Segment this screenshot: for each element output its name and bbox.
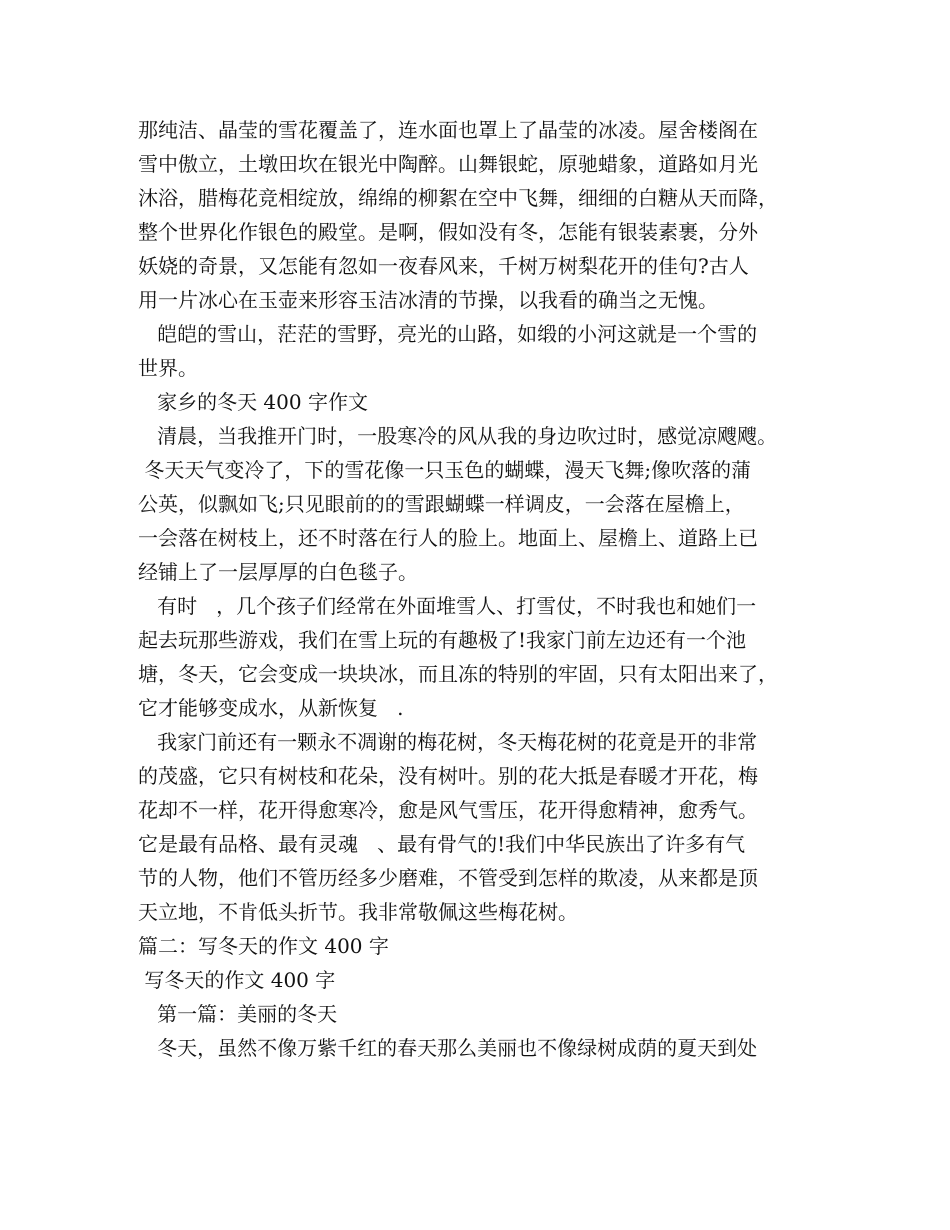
text-line: 我家门前还有一颗永不凋谢的梅花树，冬天梅花树的花竟是开的非常 xyxy=(138,730,758,754)
text-line: 清晨，当我推开门时，一股寒冷的风从我的身边吹过时，感觉凉飕飕。 xyxy=(138,424,778,448)
section-heading: 篇二：写冬天的作文 400 字 xyxy=(138,934,389,958)
text-line: 用一片冰心在玉壶来形容玉洁冰清的节操，以我看的确当之无愧。 xyxy=(138,288,718,312)
section-heading: 家乡的冬天 400 字作文 xyxy=(138,390,368,414)
text-line: 妖娆的奇景，又怎能有忽如一夜春风来，千树万树梨花开的佳句?古人 xyxy=(138,254,749,278)
text-line: 经铺上了一层厚厚的白色毯子。 xyxy=(138,560,418,584)
text-line: 冬天天气变冷了，下的雪花像一只玉色的蝴蝶，漫天飞舞;像吹落的蒲 xyxy=(138,458,752,482)
text-line: 有时 ，几个孩子们经常在外面堆雪人、打雪仗，不时我也和她们一 xyxy=(138,594,757,618)
text-line: 公英，似飘如飞;只见眼前的的雪跟蝴蝶一样调皮，一会落在屋檐上， xyxy=(138,492,745,516)
text-line: 天立地，不肯低头折节。我非常敬佩这些梅花树。 xyxy=(138,900,578,924)
section-heading: 第一篇：美丽的冬天 xyxy=(138,1002,338,1026)
text-line: 它才能够变成水，从新恢复 . xyxy=(138,696,404,720)
text-line: 起去玩那些游戏，我们在雪上玩的有趣极了!我家门前左边还有一个池 xyxy=(138,628,747,652)
text-line: 花却不一样，花开得愈寒冷，愈是风气雪压，花开得愈精神，愈秀气。 xyxy=(138,798,758,822)
text-line: 皑皑的雪山，茫茫的雪野，亮光的山路，如缎的小河这就是一个雪的 xyxy=(138,322,758,346)
text-line: 节的人物，他们不管历经多少磨难，不管受到怎样的欺凌，从来都是顶 xyxy=(138,866,758,890)
text-line: 整个世界化作银色的殿堂。是啊，假如没有冬，怎能有银装素裹，分外 xyxy=(138,220,758,244)
text-line: 塘，冬天，它会变成一块块冰，而且冻的特别的牢固，只有太阳出来了， xyxy=(138,662,778,686)
text-line: 那纯洁、晶莹的雪花覆盖了，连水面也罩上了晶莹的冰凌。屋舍楼阁在 xyxy=(138,118,758,142)
section-heading: 写冬天的作文 400 字 xyxy=(138,968,336,992)
text-line: 的茂盛，它只有树枝和花朵，没有树叶。别的花大抵是春暖才开花，梅 xyxy=(138,764,758,788)
text-line: 一会落在树枝上，还不时落在行人的脸上。地面上、屋檐上、道路上已 xyxy=(138,526,758,550)
text-line: 沐浴，腊梅花竞相绽放，绵绵的柳絮在空中飞舞，细细的白糖从天而降， xyxy=(138,186,778,210)
text-line: 世界。 xyxy=(138,356,198,380)
text-line: 它是最有品格、最有灵魂 、最有骨气的!我们中华民族出了许多有气 xyxy=(138,832,746,856)
text-line: 雪中傲立，土墩田坎在银光中陶醉。山舞银蛇，原驰蜡象，道路如月光 xyxy=(138,152,758,176)
text-line: 冬天，虽然不像万紫千红的春天那么美丽也不像绿树成荫的夏天到处 xyxy=(138,1036,758,1060)
